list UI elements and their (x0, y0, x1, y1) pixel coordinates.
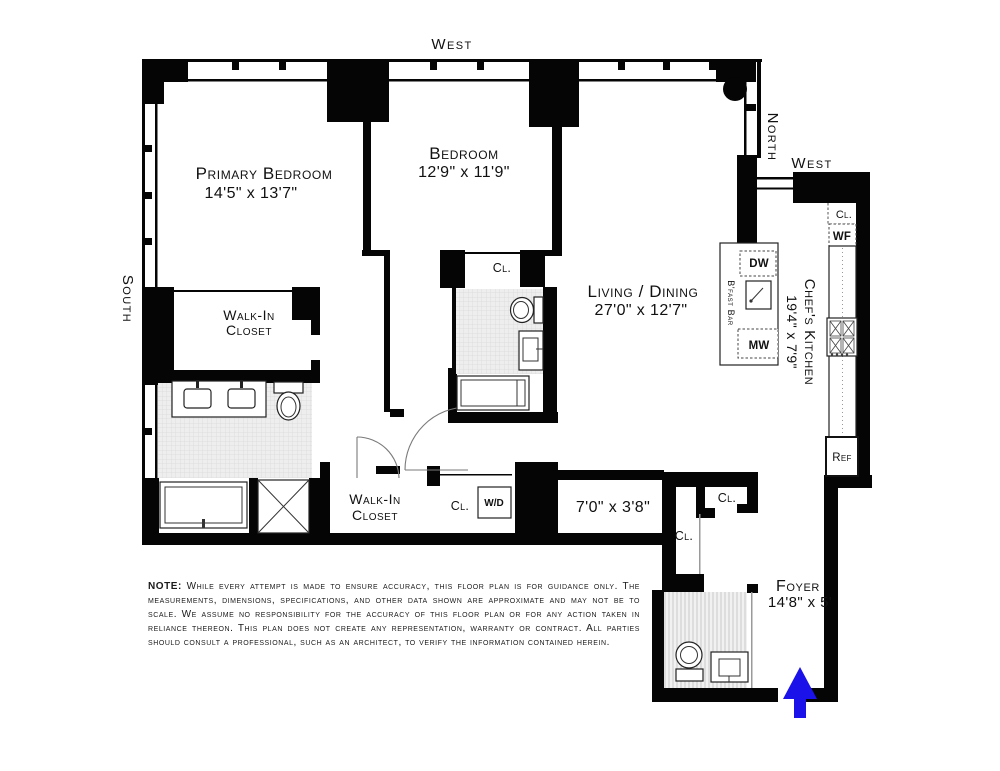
closet-label-kitchen: Cl. (835, 209, 853, 221)
svg-text:Closet: Closet (226, 322, 272, 338)
bedroom-label: Bedroom (429, 144, 499, 163)
refrigerator-label: Ref (832, 452, 852, 464)
closet-door-leaf (699, 514, 701, 574)
stove-icon (827, 318, 857, 356)
island-sink-icon (746, 281, 771, 309)
note-label: NOTE: (148, 581, 182, 592)
hallway-dims: 7'0" x 3'8" (575, 499, 651, 516)
closet-label-foyer-left: Cl. (674, 529, 694, 543)
compass-west-kitchen: West (791, 155, 833, 172)
living-dining-dims: 27'0" x 12'7" (594, 302, 688, 319)
svg-text:Closet: Closet (352, 507, 398, 523)
bfast-bar-label: B'fast Bar (726, 280, 736, 326)
walk-in-closet-1-label: Walk-In (223, 307, 275, 323)
dishwasher-label: DW (749, 258, 769, 270)
disclaimer-note: NOTE: While every attempt is made to ensure accuracy, this floor plan is for guidance only. The measurements, dimensions, specifications, and other data shown are approximate and may not be to scale. We assume no responsibility for the accuracy of this floor plan or for any action taken in reliance thereon. This plan does not create any representation, warranty or contract. All parties should consult a professional, such as an architect, to verify the information contained herein. (148, 581, 640, 648)
toilet-icon (676, 642, 703, 681)
microwave-label: MW (748, 340, 770, 352)
closet-label-bedroom: Cl. (492, 261, 512, 275)
closet-label-foyer-top: Cl. (717, 491, 737, 505)
sink-vanity-icon (519, 331, 543, 370)
bedroom-dims: 12'9" x 11'9" (418, 164, 510, 181)
foyer-label: Foyer (776, 578, 820, 595)
entry-arrow-icon (783, 667, 817, 718)
chefs-kitchen-dims: 19'4" x 7'9" (784, 295, 800, 369)
chefs-kitchen-label: Chef's Kitchen (801, 278, 818, 386)
foyer-dims: 14'8" x 5' (767, 594, 833, 611)
shower-icon (258, 480, 309, 533)
primary-bedroom-dims: 14'5" x 13'7" (204, 185, 298, 202)
compass-north: North (764, 112, 781, 162)
sink-icon (711, 652, 748, 682)
washer-dryer-label: W/D (484, 498, 504, 509)
wine-fridge-label: WF (832, 231, 852, 243)
round-column (723, 77, 747, 101)
sink-icon (228, 389, 255, 408)
compass-west-top: West (431, 36, 473, 53)
compass-south: South (119, 274, 136, 324)
bathtub-icon (457, 376, 529, 410)
column-b (529, 59, 579, 127)
bathtub-icon (160, 482, 247, 528)
sink-icon (184, 389, 211, 408)
toilet-icon (511, 297, 544, 323)
living-dining-label: Living / Dining (587, 282, 699, 301)
door-leaf (751, 592, 753, 688)
walk-in-closet-2-label: Walk-In (349, 491, 401, 507)
primary-bedroom-label: Primary Bedroom (195, 164, 333, 183)
closet-label-hall: Cl. (450, 499, 470, 513)
column-a (327, 59, 389, 122)
